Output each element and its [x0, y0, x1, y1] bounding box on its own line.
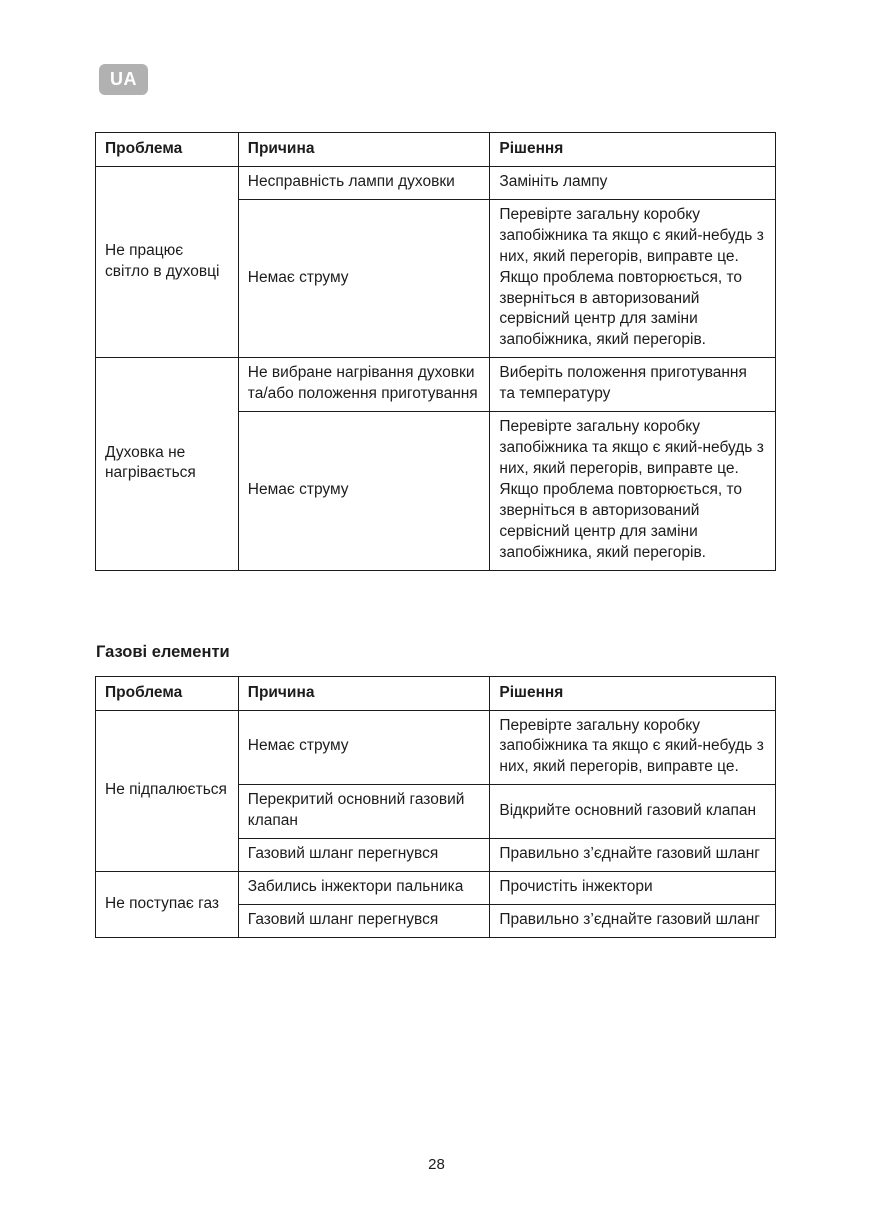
header-problem: Проблема	[96, 133, 239, 167]
solution-cell: Правильно з’єднайте газовий шланг	[490, 904, 776, 937]
cause-cell: Забились інжектори пальника	[238, 872, 490, 905]
solution-cell: Виберіть положення приготування та температуру	[490, 358, 776, 412]
cause-cell: Немає струму	[238, 199, 490, 357]
header-cause: Причина	[238, 133, 490, 167]
table-row	[96, 872, 776, 905]
cause-cell: Не вибране нагрівання духовки та/або положення приготування	[238, 358, 490, 412]
cause-cell: Газовий шланг перегнувся	[238, 839, 490, 872]
table-header-row	[96, 133, 776, 167]
solution-cell: Перевірте загальну коробку запобіжника та якщо є який-небудь з них, який перегорів, виправте це. Якщо проблема повторюється, то зверніться в авторизований сервісний центр для заміни запобіжника, який перегорів.	[490, 412, 776, 570]
table-row	[96, 166, 776, 199]
table-header-row	[96, 676, 776, 710]
solution-cell: Відкрийте основний газовий клапан	[490, 785, 776, 839]
header-solution: Рішення	[490, 676, 776, 710]
table-row	[96, 710, 776, 785]
gas-section-title: Газові елементи	[96, 642, 230, 661]
header-solution: Рішення	[490, 133, 776, 167]
solution-cell: Перевірте загальну коробку запобіжника та якщо є який-небудь з них, який перегорів, виправте це. Якщо проблема повторюється, то зверніться в авторизований сервісний центр для заміни запобіжника, який перегорів.	[490, 199, 776, 357]
solution-cell: Замініть лампу	[490, 166, 776, 199]
cause-cell: Несправність лампи духовки	[238, 166, 490, 199]
problem-cell: Духовка не нагрівається	[96, 358, 239, 570]
gas-troubleshooting-table	[95, 676, 776, 938]
cause-cell: Немає струму	[238, 412, 490, 570]
header-problem: Проблема	[96, 676, 239, 710]
cause-cell: Перекритий основний газовий клапан	[238, 785, 490, 839]
header-cause: Причина	[238, 676, 490, 710]
solution-cell: Прочистіть інжектори	[490, 872, 776, 905]
solution-cell: Правильно з’єднайте газовий шланг	[490, 839, 776, 872]
table-row	[96, 358, 776, 412]
problem-cell: Не поступає газ	[96, 872, 239, 938]
problem-cell: Не працює світло в духовці	[96, 166, 239, 357]
page-number: 28	[428, 1156, 445, 1173]
problem-cell: Не підпалюється	[96, 710, 239, 872]
language-badge: UA	[99, 64, 148, 95]
cause-cell: Немає струму	[238, 710, 490, 785]
oven-troubleshooting-table	[95, 132, 776, 571]
solution-cell: Перевірте загальну коробку запобіжника та якщо є який-небудь з них, який перегорів, виправте це.	[490, 710, 776, 785]
cause-cell: Газовий шланг перегнувся	[238, 904, 490, 937]
